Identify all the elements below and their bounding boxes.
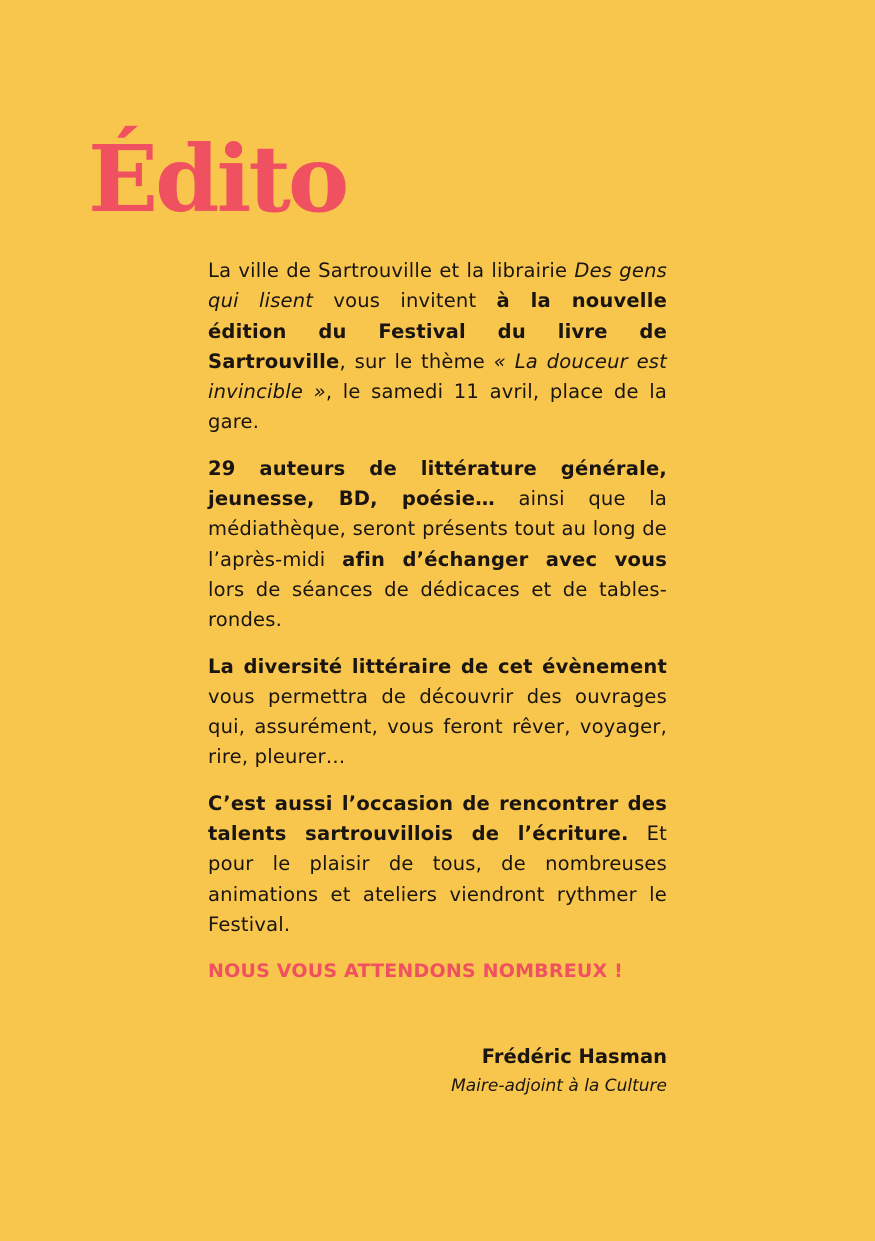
editorial-body	[208, 256, 667, 1003]
bookstore-name: Des gens qui lisent	[208, 259, 667, 313]
signature-role: Maire-adjoint à la Culture	[451, 1076, 667, 1096]
text: vous invitent	[313, 289, 497, 313]
signature	[451, 1042, 667, 1100]
page-title: Édito	[88, 124, 347, 233]
text: , le samedi 11 avril, place de la gare.	[208, 380, 667, 434]
emphasis: à la nouvelle édition du Festival du livre de Sartrouville	[208, 289, 668, 373]
paragraph-intro	[208, 256, 667, 438]
emphasis: C’est aussi l’occasion de rencontrer des talents sartrouvillois de l’écriture.	[208, 791, 667, 846]
text: vous permettra de découvrir des ouvrages qui, assurément, vous feront rêver, voyager, rire, pleurer…	[208, 684, 667, 769]
text: lors de séances de dédicaces et de tables-rondes.	[208, 577, 667, 632]
theme: « La douceur est invincible »	[208, 349, 667, 404]
emphasis: 29 auteurs de littérature générale, jeunesse, BD, poésie…	[208, 456, 667, 511]
signature-name: Frédéric Hasman	[481, 1045, 667, 1068]
text: , sur le thème	[339, 349, 494, 373]
emphasis: afin d’échanger avec vous	[342, 547, 667, 571]
text: Et pour le plaisir de tous, de nombreuses animations et ateliers viendront rythmer le Festival.	[208, 822, 667, 936]
paragraph-talents	[208, 789, 667, 940]
paragraph-authors	[208, 454, 667, 636]
call-to-action: NOUS VOUS ATTENDONS NOMBREUX !	[208, 960, 624, 983]
text: La ville de Sartrouville et la librairie	[208, 259, 575, 282]
emphasis: La diversité littéraire de cet évènement	[208, 654, 667, 678]
paragraph-diversity	[208, 652, 667, 773]
text: ainsi que la médiathèque, seront présents tout au long de l’après-midi	[208, 487, 667, 571]
